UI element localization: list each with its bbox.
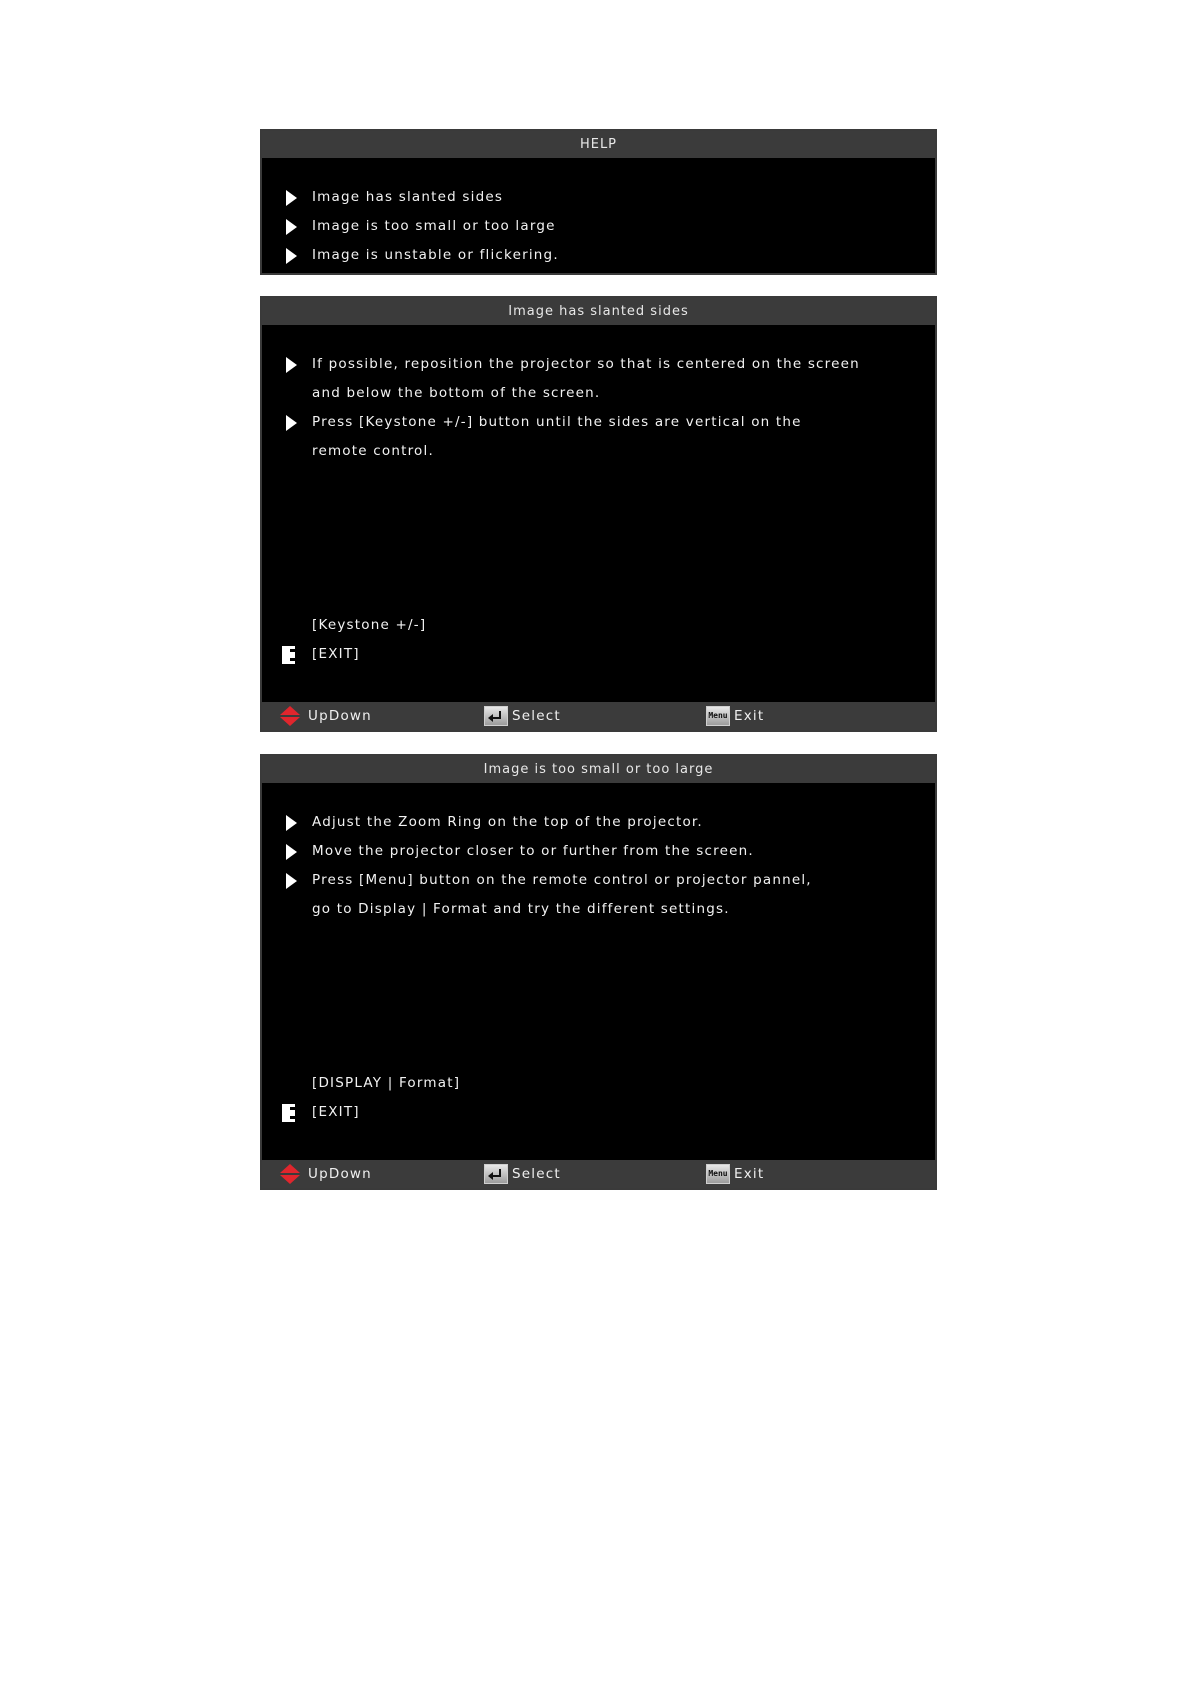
exit-cursor-icon — [282, 646, 295, 664]
osd-footer-bar: UpDown Select Menu Exit — [262, 702, 935, 730]
triangle-bullet-icon — [286, 248, 297, 264]
enter-key-icon — [484, 1164, 508, 1184]
triangle-bullet-icon — [286, 815, 297, 831]
triangle-bullet-icon — [286, 415, 297, 431]
menu-key-icon: Menu — [706, 1164, 730, 1184]
triangle-bullet-icon — [286, 844, 297, 860]
image-size-title: Image is too small or too large — [262, 756, 935, 783]
triangle-bullet-icon — [286, 219, 297, 235]
image-size-help-panel: Image is too small or too large Adjust the Zoom Ring on the top of the projector. Move the projector closer to or further from the screen. Press [Menu] button on the remote control or projector pannel, go to Display | Format and try the different settings. [DISPLAY | Format] [EXIT] UpDown Select Menu Exit — [260, 754, 937, 1190]
triangle-bullet-icon — [286, 357, 297, 373]
exit-cursor-icon — [282, 1104, 295, 1122]
help-menu-panel: HELP Image has slanted sides Image is too small or too large Image is unstable or flickering. — [260, 129, 937, 275]
slanted-sides-title: Image has slanted sides — [262, 298, 935, 325]
triangle-bullet-icon — [286, 873, 297, 889]
updown-arrows-icon — [280, 1164, 300, 1184]
slanted-sides-help-panel: Image has slanted sides If possible, reposition the projector so that is centered on the screen and below the bottom of the screen. Press [Keystone +/-] button until the sides are vertical on the remote control. [Keystone +/-] [EXIT] UpDown Select Menu Exit — [260, 296, 937, 732]
enter-key-icon — [484, 706, 508, 726]
osd-footer-bar: UpDown Select Menu Exit — [262, 1160, 935, 1188]
updown-arrows-icon — [280, 706, 300, 726]
triangle-bullet-icon — [286, 190, 297, 206]
menu-key-icon: Menu — [706, 706, 730, 726]
help-menu-title: HELP — [262, 131, 935, 158]
